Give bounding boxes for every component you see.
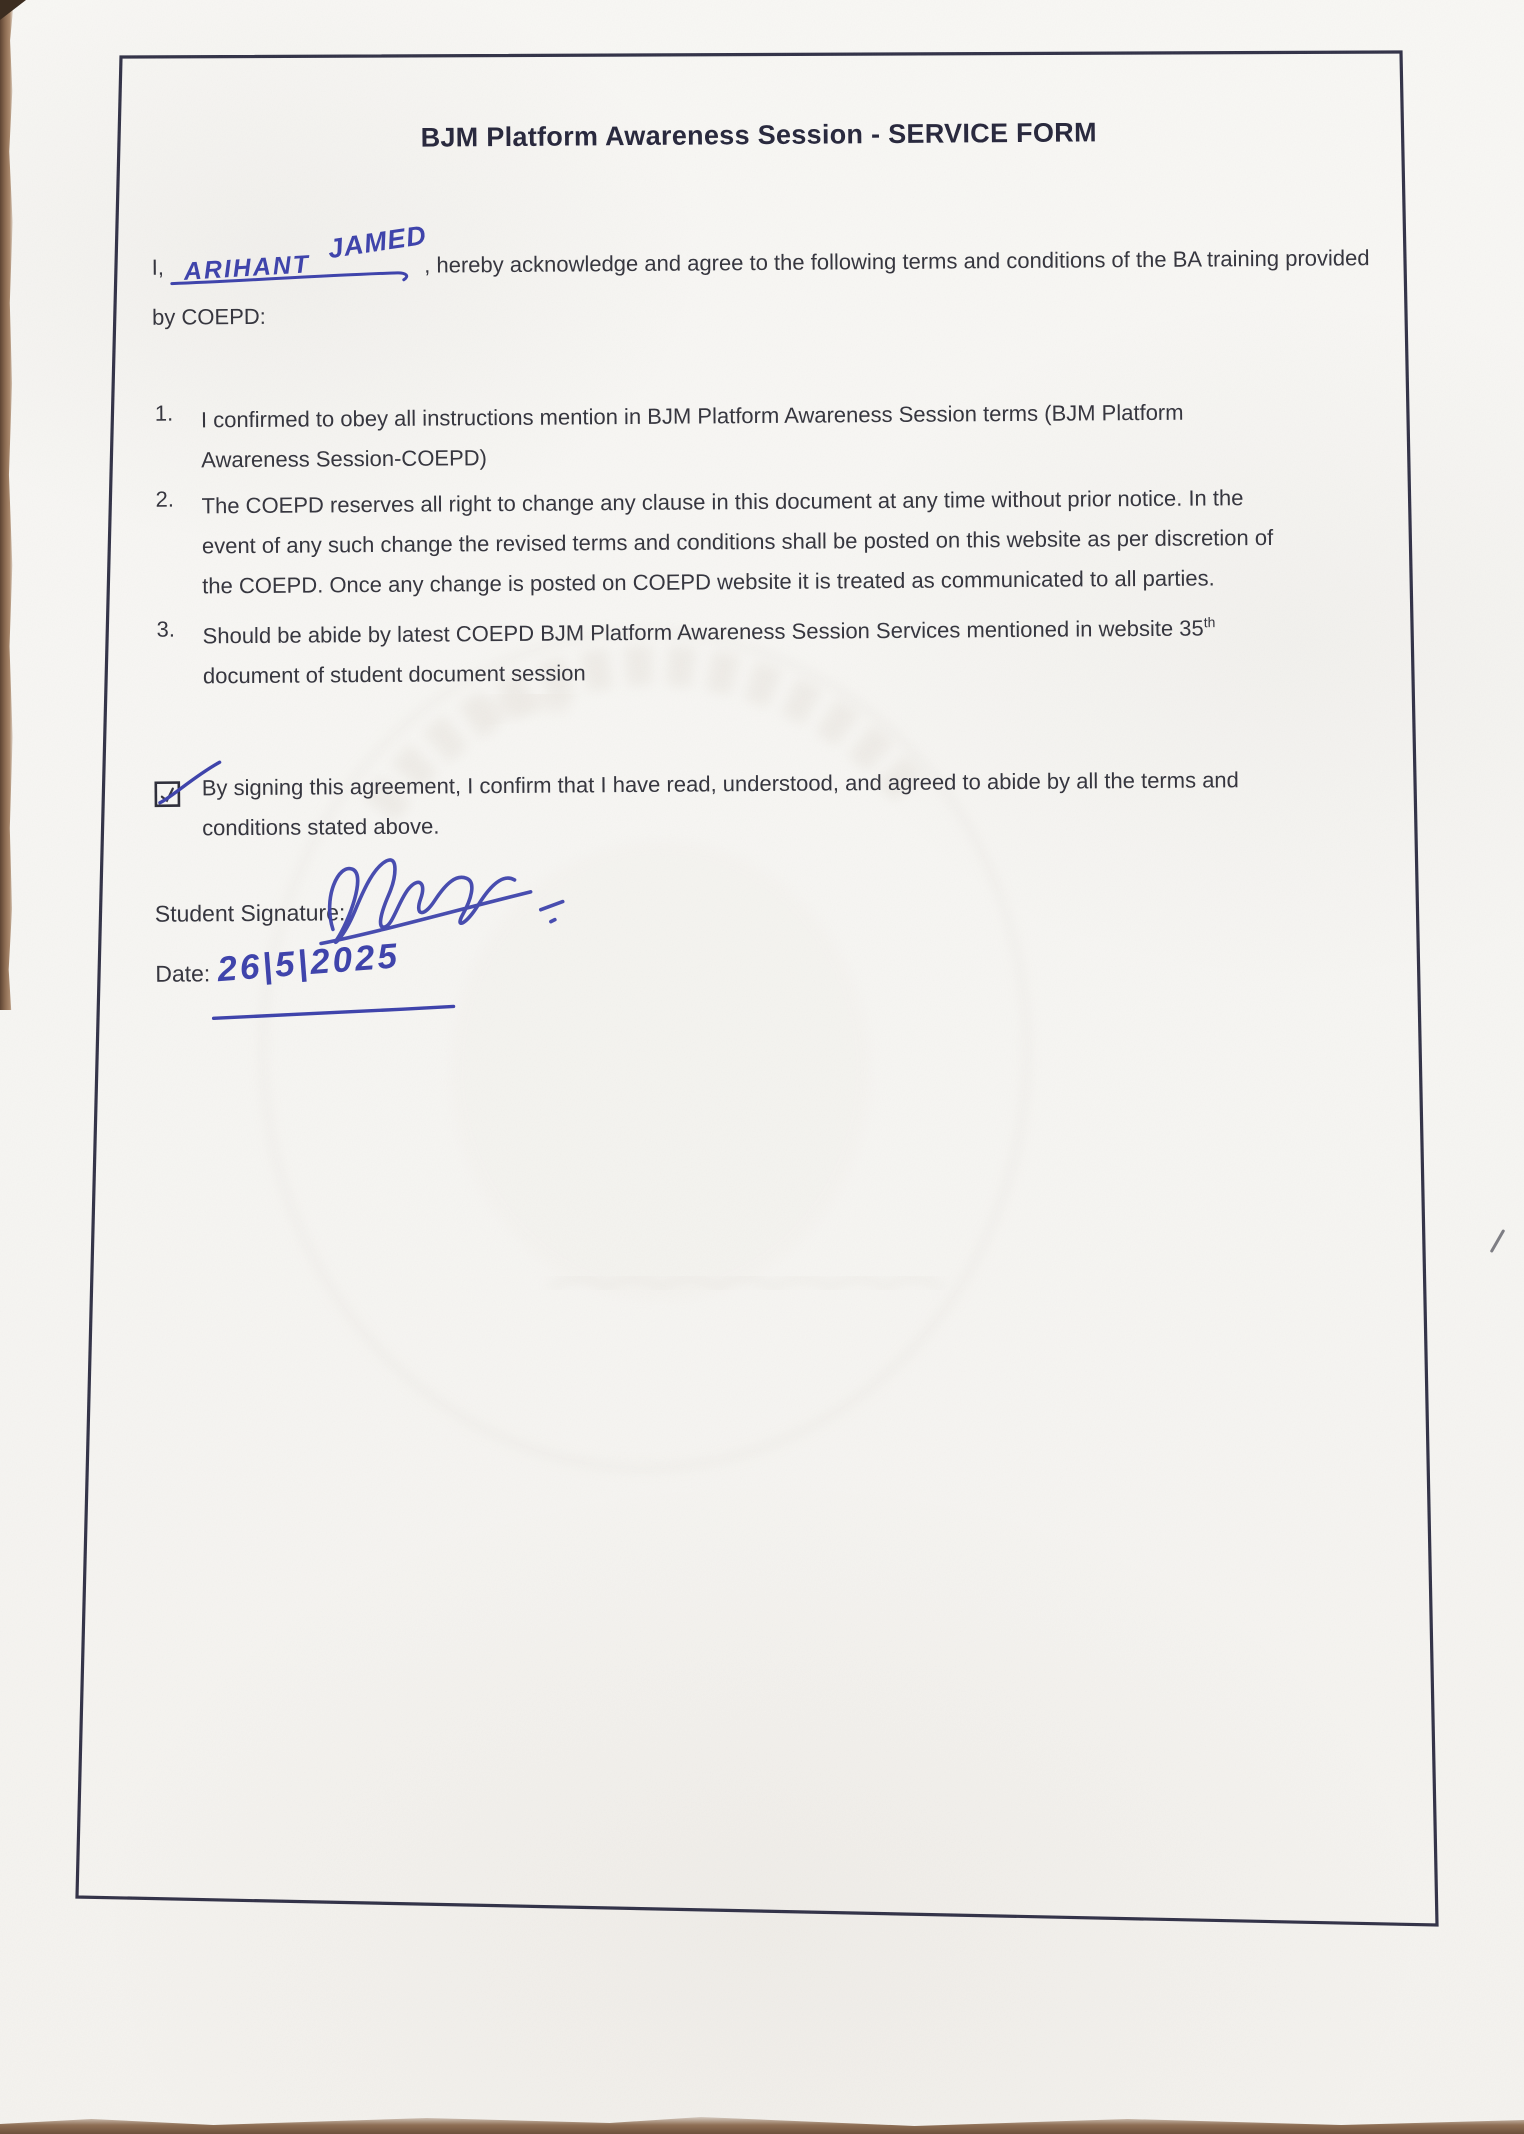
term-2-text — [201, 477, 1392, 606]
agreement-line-2: conditions stated above. — [202, 813, 440, 841]
term-1-text — [201, 391, 1392, 480]
intro-after-name: , hereby acknowledge and agree to the following terms and conditions of the BA training provided — [424, 245, 1370, 278]
name-underline-ink — [170, 271, 418, 287]
term-2-line-3: the COEPD. Once any change is posted on COEPD website it is treated as communicated to all parties. — [202, 565, 1215, 599]
handwritten-name-word2: JAMED — [326, 219, 430, 265]
term-1-line-2: Awareness Session-COEPD) — [201, 445, 488, 473]
term-3-number: 3. — [156, 616, 176, 642]
acknowledgement-sentence — [151, 219, 1451, 289]
term-2-number: 2. — [155, 486, 175, 512]
student-signature-label: Student Signature: — [154, 899, 346, 927]
handwritten-date[interactable]: 26|5|2025 — [215, 936, 402, 990]
form-title: BJM Platform Awareness Session - SERVICE FORM — [420, 117, 1097, 153]
date-underline-ink — [210, 1004, 460, 1022]
term-1-line-1: I confirmed to obey all instructions mention in BJM Platform Awareness Session terms (BJM Platform — [200, 399, 1184, 433]
ordinal-superscript: th — [1203, 614, 1216, 631]
intro-line2: by COEPD: — [152, 303, 266, 330]
term-3-line-2: document of student document session — [202, 660, 586, 689]
agreement-statement — [202, 759, 1393, 848]
term-2-line-1: The COEPD reserves all right to change any clause in this document at any time without prior notice. In the — [201, 485, 1244, 519]
date-label: Date: — [155, 960, 211, 987]
student-name-field[interactable] — [170, 219, 430, 289]
intro-prefix: I, — [151, 254, 165, 280]
term-3-text — [202, 607, 1393, 696]
agreement-line-1: By signing this agreement, I confirm that I have read, understood, and agreed to abide by all the terms and — [201, 767, 1239, 801]
handwritten-name-word1: ARIHANT — [183, 250, 312, 286]
term-2-line-2: event of any such change the revised terms and conditions shall be posted on this website as per discretion of — [201, 524, 1274, 559]
term-3-line-1: Should be abide by latest COEPD BJM Platform Awareness Session Services mentioned in website 35th — [202, 614, 1216, 649]
term-1-number: 1. — [154, 400, 174, 426]
